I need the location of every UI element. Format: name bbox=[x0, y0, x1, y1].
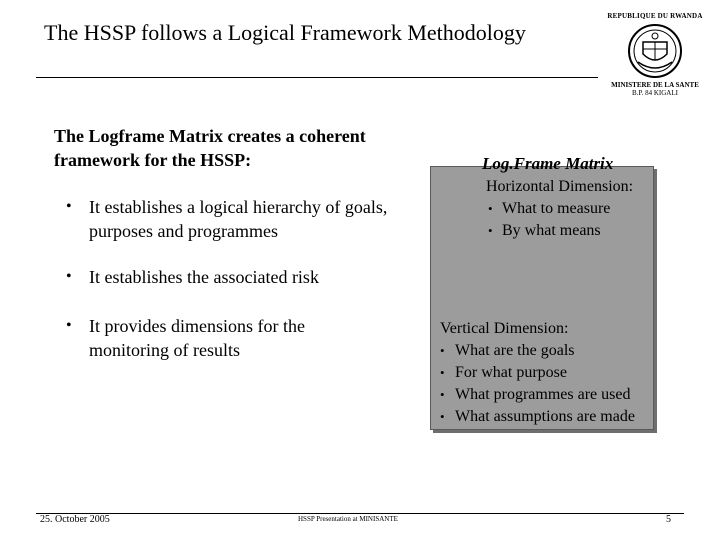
logo-ministry-text: MINISTERE DE LA SANTE bbox=[611, 81, 699, 89]
bullet-glyph: • bbox=[440, 409, 445, 424]
footer-divider bbox=[36, 513, 684, 514]
bullet-glyph: • bbox=[488, 223, 493, 238]
list-item-text: For what purpose bbox=[455, 364, 567, 381]
horizontal-dimension bbox=[486, 176, 633, 242]
list-item-text: What programmes are used bbox=[455, 386, 631, 403]
list-item-text: What assumptions are made bbox=[455, 408, 635, 425]
vertical-dimension bbox=[440, 318, 635, 428]
list-item bbox=[440, 406, 635, 428]
logo-address-text: B.P. 84 KIGALI bbox=[632, 89, 678, 97]
list-item bbox=[440, 362, 635, 384]
bullet-glyph: • bbox=[66, 317, 72, 334]
list-item bbox=[488, 198, 633, 220]
bullet-text: It establishes a logical hierarchy of goals, purposes and programmes bbox=[89, 197, 388, 241]
bullet-text: It provides dimensions for the monitoring of results bbox=[89, 316, 305, 360]
bullet-glyph: • bbox=[440, 343, 445, 358]
bullet-item bbox=[66, 265, 409, 289]
list-item bbox=[440, 340, 635, 362]
slide-title: The HSSP follows a Logical Framework Methodology bbox=[44, 20, 526, 45]
list-item bbox=[488, 220, 633, 242]
coat-of-arms-icon bbox=[626, 22, 684, 80]
logo-country-text: REPUBLIQUE DU RWANDA bbox=[607, 12, 703, 20]
bullet-item bbox=[66, 314, 389, 362]
page-number: 5 bbox=[666, 514, 671, 525]
bullet-glyph: • bbox=[440, 387, 445, 402]
matrix-title: Log.Frame Matrix bbox=[482, 154, 614, 173]
horizontal-heading: Horizontal Dimension: bbox=[486, 178, 634, 195]
bullet-glyph: • bbox=[488, 201, 493, 216]
list-item-text: What to measure bbox=[502, 200, 611, 217]
bullet-glyph: • bbox=[66, 268, 72, 285]
vertical-heading: Vertical Dimension: bbox=[440, 320, 569, 337]
intro-text: The Logframe Matrix creates a coherent framework for the HSSP: bbox=[54, 126, 366, 170]
ministry-logo bbox=[604, 8, 706, 108]
footer-caption: HSSP Presentation at MINISANTE bbox=[298, 515, 398, 523]
bullet-glyph: • bbox=[66, 198, 72, 215]
list-item-text: What are the goals bbox=[455, 342, 575, 359]
bullet-item bbox=[66, 195, 409, 243]
footer-date: 25. October 2005 bbox=[40, 514, 110, 525]
list-item-text: By what means bbox=[502, 222, 601, 239]
list-item bbox=[440, 384, 635, 406]
bullet-glyph: • bbox=[440, 365, 445, 380]
bullet-text: It establishes the associated risk bbox=[89, 267, 319, 287]
title-divider bbox=[36, 77, 598, 78]
